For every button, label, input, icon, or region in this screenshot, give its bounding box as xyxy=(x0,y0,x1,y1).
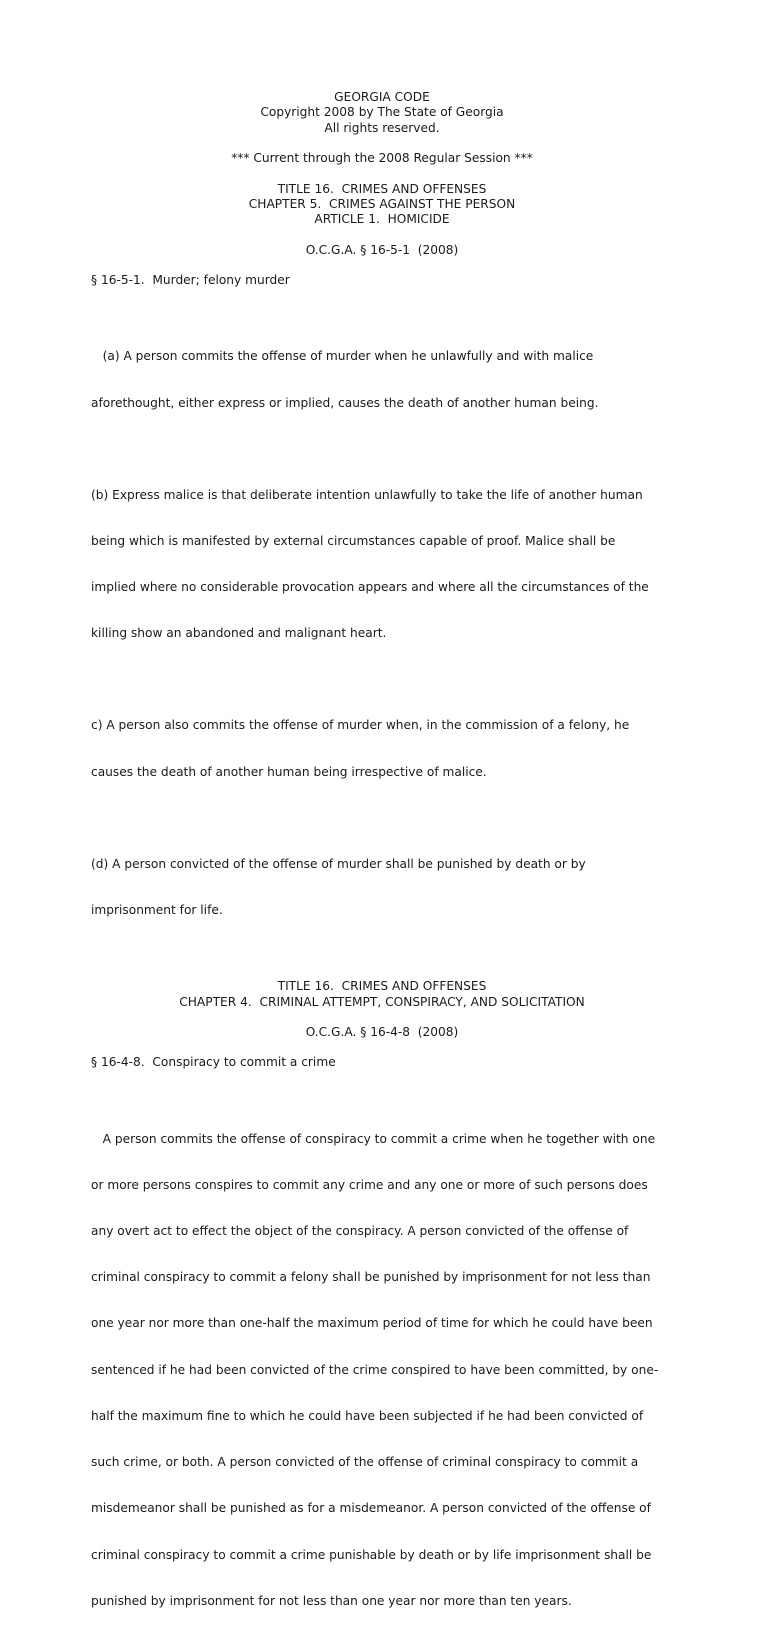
copyright-line: Copyright 2008 by The State of Georgia xyxy=(260,105,504,120)
section-heading: § 16-5-1. Murder; felony murder xyxy=(91,273,290,288)
paragraph-c: c) A person also commits the offense of murder when, in the commission of a felony, he causes the death of another human being irrespective of malice. xyxy=(91,718,630,779)
code-title: GEORGIA CODE xyxy=(334,90,430,104)
section-heading: § 16-4-8. Conspiracy to commit a crime xyxy=(91,1055,336,1070)
rights-line: All rights reserved. xyxy=(324,120,440,135)
paragraph-d: (d) A person convicted of the offense of murder shall be punished by death or by imprisonment for life. xyxy=(91,856,586,917)
document-header xyxy=(91,90,673,258)
conspiracy-paragraph: A person commits the offense of conspiracy to commit a crime when he together with one or more persons conspires to commit any crime and any one or more of such persons does any overt act to effect the object of the conspiracy. A person convicted of the offense of criminal conspiracy to commit a felony shall be punished by imprisonment for not less than one year nor more than one-half the maximum period of time for which he could have been sentenced if he had been convicted of the crime conspired to have been committed, by one- half the maximum fine to which he could have been subjected if he had been convicted of such crime, or both. A person convicted of the offense of criminal conspiracy to commit a misdemeanor shall be punished as for a misdemeanor. A person convicted of the offense of criminal conspiracy to commit a crime punishable by death or by life imprisonment shall be punished by imprisonment for not less than one year nor more than ten years. xyxy=(91,1131,659,1608)
title-heading: TITLE 16. CRIMES AND OFFENSES xyxy=(277,181,487,196)
section2-header xyxy=(91,979,673,1040)
chapter-heading: CHAPTER 4. CRIMINAL ATTEMPT, CONSPIRACY, AND SOLICITATION xyxy=(179,994,585,1009)
document-page xyxy=(91,90,681,1640)
paragraph-b: (b) Express malice is that deliberate intention unlawfully to take the life of another human being which is manifested by external circumstances capable of proof. Malice shall be implied where no considerable provocation appears and where all the circumstances of the killing show an abandoned and malignant heart. xyxy=(91,487,649,641)
article-heading: ARTICLE 1. HOMICIDE xyxy=(314,212,450,227)
chapter-heading: CHAPTER 5. CRIMES AGAINST THE PERSON xyxy=(248,197,516,212)
citation: O.C.G.A. § 16-5-1 (2008) xyxy=(305,242,459,257)
paragraph-a: (a) A person commits the offense of murder when he unlawfully and with malice aforethought, either express or implied, causes the death of another human being. xyxy=(91,349,599,410)
title-heading: TITLE 16. CRIMES AND OFFENSES xyxy=(277,979,487,994)
citation: O.C.G.A. § 16-4-8 (2008) xyxy=(305,1024,459,1039)
currency-note: *** Current through the 2008 Regular Session *** xyxy=(231,151,533,166)
